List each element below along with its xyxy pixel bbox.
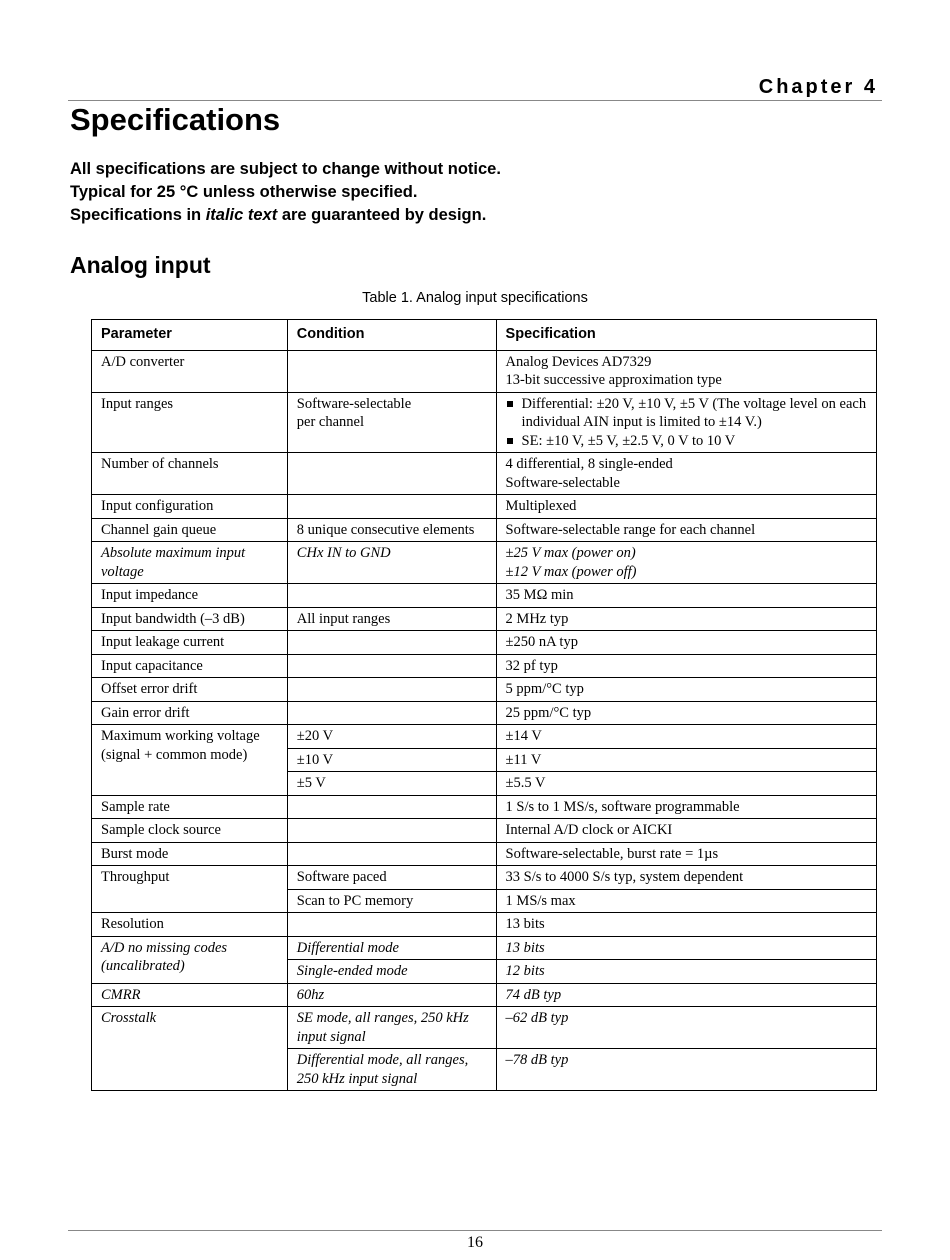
spec-table [91, 319, 877, 1091]
spec-line: Analog Devices AD7329 [505, 353, 652, 370]
param-cell: Input ranges [92, 392, 288, 453]
spec-cell: ±250 nA typ [496, 631, 876, 655]
cond-cell [287, 678, 496, 702]
param-cell: Sample clock source [92, 819, 288, 843]
table-row [92, 936, 877, 960]
table-row [92, 725, 877, 749]
param-cell: Crosstalk [92, 1007, 288, 1091]
table-row [92, 678, 877, 702]
table-row [92, 518, 877, 542]
spec-cell [496, 542, 876, 584]
cond-line: per channel [296, 414, 365, 430]
table-row [92, 654, 877, 678]
param-cell: Input bandwidth (–3 dB) [92, 607, 288, 631]
spec-line: Software-selectable [505, 474, 620, 491]
spec-cell [496, 350, 876, 392]
cond-cell: All input ranges [287, 607, 496, 631]
table-row [92, 495, 877, 519]
table-row [92, 913, 877, 937]
cond-cell: ±5 V [287, 772, 496, 796]
square-bullet-icon [507, 438, 513, 444]
spec-bullet-list [506, 395, 867, 451]
spec-cell: 2 MHz typ [496, 607, 876, 631]
cond-cell [287, 453, 496, 495]
note-italic-after: are guaranteed by design. [277, 206, 487, 224]
param-cell: CMRR [92, 983, 288, 1007]
cond-cell [287, 913, 496, 937]
cond-cell [287, 392, 496, 453]
cond-cell: 60hz [287, 983, 496, 1007]
note-italic-emphasis: italic text [205, 206, 278, 224]
table-row [92, 795, 877, 819]
spec-cell: ±14 V [496, 725, 876, 749]
table-row [92, 819, 877, 843]
spec-line: ±25 V max (power on) [505, 545, 636, 561]
table-row [92, 701, 877, 725]
bullet-text: Differential: ±20 V, ±10 V, ±5 V (The voltage level on each individual AIN input is limited to ±14 V.) [521, 395, 867, 430]
spec-cell: Internal A/D clock or AICKI [496, 819, 876, 843]
spec-cell: 13 bits [496, 936, 876, 960]
param-cell: Channel gain queue [92, 518, 288, 542]
table-row [92, 584, 877, 608]
table-row [92, 983, 877, 1007]
spec-cell: 74 dB typ [496, 983, 876, 1007]
cond-cell [287, 842, 496, 866]
header-specification: Specification [496, 320, 876, 351]
chapter-label: Chapter 4 [758, 76, 878, 98]
spec-cell: Software-selectable range for each channel [496, 518, 876, 542]
param-cell: Input configuration [92, 495, 288, 519]
spec-line: ±12 V max (power off) [505, 563, 637, 580]
bullet-item [506, 432, 867, 451]
spec-cell: 5 ppm/°C typ [496, 678, 876, 702]
spec-cell: –62 dB typ [496, 1007, 876, 1049]
param-cell: Resolution [92, 913, 288, 937]
cond-cell: Differential mode [287, 936, 496, 960]
header-condition: Condition [287, 320, 496, 351]
param-cell: Input impedance [92, 584, 288, 608]
table-row [92, 542, 877, 584]
param-cell: Burst mode [92, 842, 288, 866]
spec-cell [496, 453, 876, 495]
table-caption: Table 1. Analog input specifications [362, 290, 588, 306]
cond-cell: ±10 V [287, 748, 496, 772]
param-cell: A/D no missing codes (uncalibrated) [92, 936, 288, 983]
header-parameter: Parameter [92, 320, 288, 351]
cond-cell: Single-ended mode [287, 960, 496, 984]
spec-cell [496, 392, 876, 453]
cond-cell [287, 584, 496, 608]
param-cell: Gain error drift [92, 701, 288, 725]
page-title: Specifications [70, 102, 281, 137]
note-change: All specifications are subject to change without notice. [70, 160, 501, 178]
table-row [92, 1007, 877, 1049]
param-cell: Absolute maximum input voltage [92, 542, 288, 584]
spec-cell: ±5.5 V [496, 772, 876, 796]
param-cell: Maximum working voltage (signal + common mode) [92, 725, 288, 796]
note-italic [70, 204, 501, 227]
spec-cell: –78 dB typ [496, 1049, 876, 1091]
param-cell: Input leakage current [92, 631, 288, 655]
spec-cell: 32 pf typ [496, 654, 876, 678]
cond-cell [287, 495, 496, 519]
table-row [92, 631, 877, 655]
spec-notes [70, 158, 501, 227]
param-cell: Offset error drift [92, 678, 288, 702]
spec-line: 13-bit successive approximation type [505, 372, 722, 388]
bullet-text: SE: ±10 V, ±5 V, ±2.5 V, 0 V to 10 V [521, 432, 736, 449]
cond-cell [287, 654, 496, 678]
cond-line: Software-selectable [296, 395, 412, 412]
spec-line: 4 differential, 8 single-ended [505, 456, 673, 472]
cond-cell: SE mode, all ranges, 250 kHz input signal [287, 1007, 496, 1049]
note-italic-before: Specifications in [70, 206, 206, 224]
spec-cell: 1 MS/s max [496, 889, 876, 913]
param-cell: A/D converter [92, 350, 288, 392]
spec-cell: Multiplexed [496, 495, 876, 519]
table-row [92, 453, 877, 495]
section-title: Analog input [70, 252, 211, 278]
spec-cell: 13 bits [496, 913, 876, 937]
param-cell: Sample rate [92, 795, 288, 819]
cond-cell [287, 819, 496, 843]
cond-cell: Software paced [287, 866, 496, 890]
spec-cell: 12 bits [496, 960, 876, 984]
cond-cell: 8 unique consecutive elements [287, 518, 496, 542]
param-cell: Input capacitance [92, 654, 288, 678]
table-header-row [92, 320, 877, 351]
spec-cell: 1 S/s to 1 MS/s, software programmable [496, 795, 876, 819]
bullet-item [506, 395, 867, 432]
note-typical: Typical for 25 °C unless otherwise specified. [70, 183, 418, 201]
spec-cell: 35 MΩ min [496, 584, 876, 608]
page-number: 16 [467, 1234, 483, 1251]
table-row [92, 607, 877, 631]
cond-cell [287, 795, 496, 819]
spec-cell: 25 ppm/°C typ [496, 701, 876, 725]
cond-cell: Scan to PC memory [287, 889, 496, 913]
footer-rule [68, 1230, 882, 1231]
cond-cell [287, 350, 496, 392]
table-row [92, 842, 877, 866]
cond-cell: Differential mode, all ranges, 250 kHz input signal [287, 1049, 496, 1091]
spec-cell: 33 S/s to 4000 S/s typ, system dependent [496, 866, 876, 890]
square-bullet-icon [507, 401, 513, 407]
table-row [92, 866, 877, 890]
param-cell: Number of channels [92, 453, 288, 495]
header-rule [68, 100, 882, 101]
spec-cell: Software-selectable, burst rate = 1µs [496, 842, 876, 866]
cond-cell [287, 631, 496, 655]
cond-cell: ±20 V [287, 725, 496, 749]
cond-cell [287, 701, 496, 725]
cond-cell: CHx IN to GND [287, 542, 496, 584]
table-row [92, 392, 877, 453]
spec-cell: ±11 V [496, 748, 876, 772]
param-cell: Throughput [92, 866, 288, 913]
table-row [92, 350, 877, 392]
